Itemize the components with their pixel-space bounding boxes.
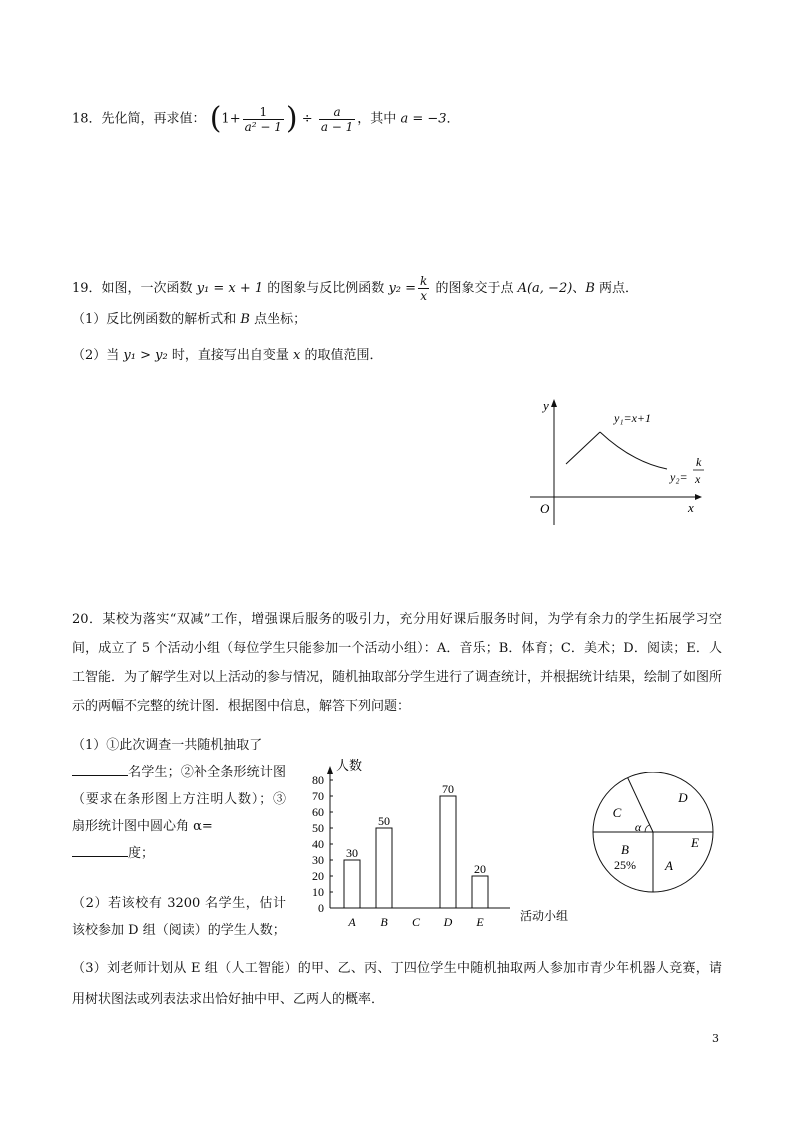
bar-y-tick-label: 60: [312, 805, 324, 819]
q19-part2-a: 当: [106, 348, 124, 363]
fraction-2: [319, 105, 355, 134]
q19-part1-end: 点坐标；: [249, 312, 307, 327]
q20-part2: [72, 890, 286, 944]
curve-denominator: x: [695, 472, 701, 486]
bar-data-label: 50: [378, 814, 390, 828]
bar-category-label: E: [476, 915, 484, 929]
origin-label: O: [540, 501, 550, 516]
q18: [72, 101, 460, 136]
q19-part2-label: （2）: [72, 348, 107, 363]
bar-y-tick-label: 70: [312, 789, 324, 803]
bar-y-label: 人数: [336, 758, 363, 773]
q19-part2-b: 时，直接写出自变量: [167, 348, 293, 363]
q19-intro-c: 的图象交于点: [431, 281, 518, 296]
fraction-1-numerator: 1: [243, 105, 284, 120]
pie-label-C: C: [612, 805, 622, 820]
q18-condition: a = −3: [400, 111, 447, 127]
q20-part3: [72, 953, 722, 1015]
fraction-2-numerator: a: [319, 105, 355, 120]
q20-part1-c: 度；: [128, 846, 155, 861]
bar-x-label: 活动小组: [520, 909, 569, 923]
bar-y-tick-label: 30: [312, 853, 324, 867]
answer-blank-2[interactable]: [72, 844, 128, 857]
bar-category-label: A: [348, 915, 356, 929]
x-axis-label: x: [688, 500, 694, 515]
linear-label: y₁=x+1: [614, 411, 652, 425]
q19-part2-x: x: [292, 348, 301, 363]
inverse-function-fraction: [418, 274, 429, 303]
bar-A: [344, 860, 360, 908]
fraction-2-denominator: a − 1: [320, 119, 354, 134]
pie-label-A: A: [665, 858, 673, 873]
pie-label-B: B: [621, 842, 629, 857]
right-paren: ): [285, 101, 298, 136]
bar-data-label: 20: [474, 862, 486, 876]
q19-part2-c: 的取值范围．: [300, 348, 383, 363]
answer-blank-1[interactable]: [72, 763, 128, 776]
pie-percent-B: 25%: [614, 858, 636, 872]
bar-chart: [300, 740, 590, 930]
point-a: A(a, −2): [517, 281, 573, 296]
bar-category-label: C: [411, 915, 421, 929]
bar-category-label: B: [380, 915, 388, 929]
q19-intro-a: 如图，一次函数: [101, 281, 197, 296]
bar-data-label: 30: [346, 846, 358, 860]
bar-E: [472, 876, 488, 908]
page-number: 3: [712, 1032, 719, 1045]
q19-part2-condition: y₁ > y₂: [123, 348, 168, 363]
pie-angle-label: α: [634, 820, 642, 834]
linear-graph-line: [566, 432, 600, 464]
inverse-graph-curve: [600, 432, 667, 469]
q18-stem: 先化简，再求值：: [101, 111, 206, 127]
fraction-1-denominator: a² − 1: [244, 119, 282, 134]
x-axis-arrow-icon: [695, 494, 702, 500]
curve-numerator: k: [696, 455, 702, 469]
left-paren: (: [209, 101, 222, 136]
q19-intro-e: 两点．: [594, 281, 639, 296]
bar-D: [440, 796, 456, 908]
q19-intro: [72, 274, 638, 303]
q20-part3-text: （3）刘老师计划从 E 组（人工智能）的甲、乙、丙、丁四位学生中随机抽取两人参加市青少年机器人竞赛，请用树状图法或列表法求出恰好抽中甲、乙两人的概率．: [72, 961, 722, 1007]
q20-part1: [72, 732, 286, 867]
q18-number: 18．: [72, 111, 102, 127]
inverse-function-lhs: y₂ =: [388, 281, 417, 296]
q19-number: 19．: [72, 281, 102, 296]
inverse-denominator: x: [420, 289, 428, 303]
bar-y-tick-label: 10: [312, 885, 324, 899]
expr-one: 1: [221, 111, 230, 127]
q19-intro-d: 、: [572, 281, 586, 296]
q20-number: 20．: [72, 612, 103, 627]
fraction-1: [243, 105, 284, 134]
y-axis-label: y: [543, 398, 549, 413]
q18-end: ．: [446, 111, 460, 127]
bar-y-tick-label: 20: [312, 869, 324, 883]
q18-where: ，其中: [357, 111, 401, 127]
q20-part1-a: （1）①此次调查一共随机抽取了: [72, 738, 263, 753]
pie-chart: [583, 772, 723, 902]
curve-label: y₂=: [670, 470, 688, 484]
pie-label-E: E: [691, 835, 699, 850]
q19-part2: [72, 346, 382, 366]
q20-intro: [72, 605, 722, 721]
y-axis-arrow-icon: [551, 399, 557, 407]
pie-label-D: D: [678, 790, 688, 805]
divide-sign: ÷: [301, 111, 313, 127]
point-b: B: [585, 281, 595, 296]
linear-function: y₁ = x + 1: [196, 281, 264, 296]
q19-intro-b: 的图象与反比例函数: [263, 281, 389, 296]
bar-y-tick-label: 50: [312, 821, 324, 835]
bar-B: [376, 828, 392, 908]
q20-intro-text: 某校为落实“双减”工作，增强课后服务的吸引力，充分用好课后服务时间，为学有余力的学生拓展学习空间，成立了 5 个活动小组（每位学生只能参加一个活动小组）：A．音乐；B．体育；C．美术；D．阅读；E．人工智能．为了解学生对以上活动的参与情况，随机抽取部分学生进行了调查统计，并根据统计结果，绘制了如图所示的两幅不完整的统计图．根据图中信息，解答下列问题：: [72, 612, 723, 714]
bar-data-label: 70: [442, 782, 454, 796]
plus-sign: +: [229, 111, 241, 127]
q19-part1-b: B: [240, 312, 250, 327]
q20-part2-text: （2）若该校有 3200 名学生，估计该校参加 D 组（阅读）的学生人数；: [72, 896, 286, 938]
bar-y-tick-label: 40: [312, 837, 324, 851]
q20-part1-b: 名学生；②补全条形统计图（要求在条形图上方注明人数）；③扇形统计图中圆心角 α=: [72, 765, 286, 834]
q19-part1-text: 反比例函数的解析式和: [106, 312, 241, 327]
bar-y-tick-label: 0: [318, 901, 324, 915]
q19-part1-label: （1）: [72, 312, 107, 327]
q19-part1: [72, 310, 306, 330]
q19-function-graph: [520, 390, 720, 525]
bar-category-label: D: [443, 915, 453, 929]
inverse-numerator: k: [420, 274, 428, 288]
bar-y-axis-arrow-icon: [327, 766, 333, 774]
bar-y-tick-label: 80: [312, 773, 324, 787]
